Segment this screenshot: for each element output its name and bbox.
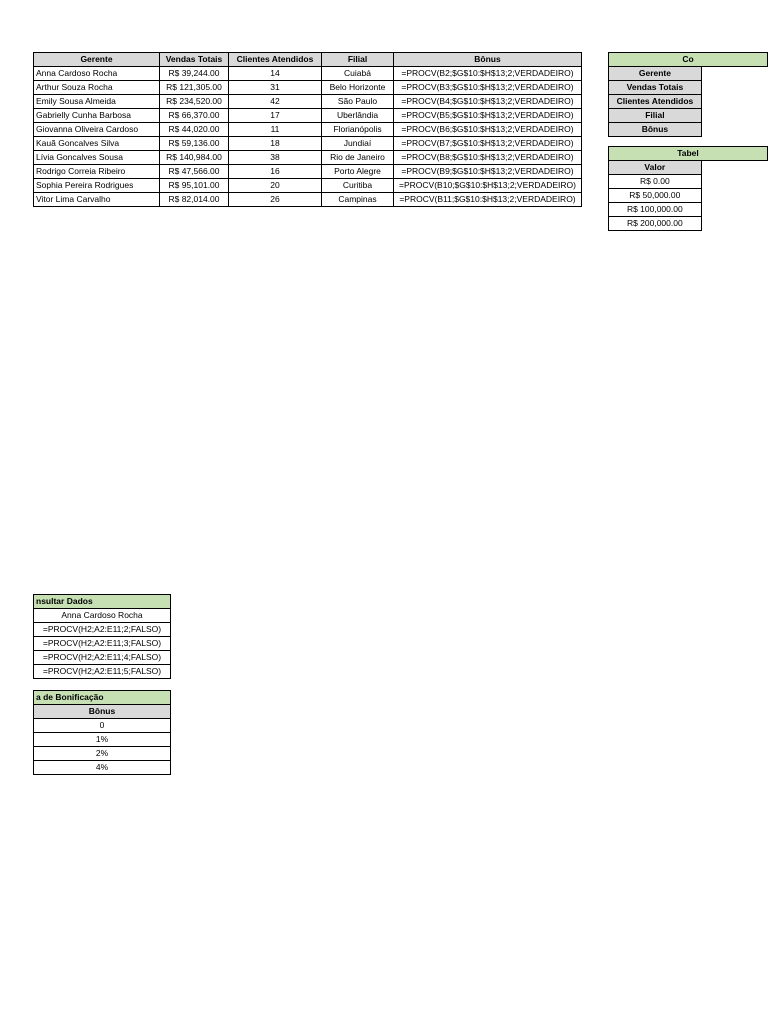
empty-cell[interactable] [701,175,767,189]
cell-vendas-totais[interactable]: R$ 121,305.00 [160,81,229,95]
cell-clientes-atendidos[interactable]: 17 [229,109,322,123]
cell-filial[interactable]: Curitiba [322,179,394,193]
empty-cell[interactable] [701,161,767,175]
cell-gerente[interactable]: Vitor Lima Carvalho [34,193,160,207]
cell-vendas-totais[interactable]: R$ 66,370.00 [160,109,229,123]
empty-cell[interactable] [701,109,767,123]
cell-vendas-totais[interactable]: R$ 234,520.00 [160,95,229,109]
cell-clientes-atendidos[interactable]: 16 [229,165,322,179]
bonus-bottom-cell[interactable]: 2% [34,747,171,761]
consult-panel-bottom [33,594,171,679]
cell-bonus[interactable]: =PROCV(B6;$G$10:$H$13;2;VERDADEIRO) [394,123,582,137]
table-row [34,151,582,165]
cell-clientes-atendidos[interactable]: 31 [229,81,322,95]
header-vendas-totais[interactable]: Vendas Totais [160,53,229,67]
cell-clientes-atendidos[interactable]: 11 [229,123,322,137]
bonus-table-bottom [33,690,171,775]
consult-bottom-cell[interactable]: =PROCV(H2;A2:E11;4;FALSO) [34,651,171,665]
table-row [34,137,582,151]
bonus-table-right [608,146,768,231]
cell-clientes-atendidos[interactable]: 20 [229,179,322,193]
cell-filial[interactable]: Cuiabá [322,67,394,81]
empty-cell[interactable] [701,203,767,217]
bonus-table-header-valor[interactable]: Valor [609,161,702,175]
cell-vendas-totais[interactable]: R$ 39,244.00 [160,67,229,81]
cell-filial[interactable]: Porto Alegre [322,165,394,179]
header-bonus[interactable]: Bônus [394,53,582,67]
table-row [34,193,582,207]
cell-filial[interactable]: Jundiaí [322,137,394,151]
cell-clientes-atendidos[interactable]: 18 [229,137,322,151]
cell-filial[interactable]: Rio de Janeiro [322,151,394,165]
cell-bonus[interactable]: =PROCV(B5;$G$10:$H$13;2;VERDADEIRO) [394,109,582,123]
cell-vendas-totais[interactable]: R$ 47,566.00 [160,165,229,179]
cell-gerente[interactable]: Gabrielly Cunha Barbosa [34,109,160,123]
cell-gerente[interactable]: Emily Sousa Almeida [34,95,160,109]
cell-gerente[interactable]: Giovanna Oliveira Cardoso [34,123,160,137]
bonus-bottom-cell[interactable]: 4% [34,761,171,775]
consult-bottom-title[interactable]: nsultar Dados [34,595,171,609]
empty-cell[interactable] [701,67,767,81]
cell-gerente[interactable]: Sophia Pereira Rodrigues [34,179,160,193]
header-gerente[interactable]: Gerente [34,53,160,67]
cell-gerente[interactable]: Anna Cardoso Rocha [34,67,160,81]
empty-cell[interactable] [701,217,767,231]
bonus-bottom-title[interactable]: a de Bonificação [34,691,171,705]
cell-vendas-totais[interactable]: R$ 140,984.00 [160,151,229,165]
bonus-value-cell[interactable]: R$ 50,000.00 [609,189,702,203]
bonus-value-cell[interactable]: R$ 200,000.00 [609,217,702,231]
cell-clientes-atendidos[interactable]: 14 [229,67,322,81]
bonus-bottom-cell[interactable]: 1% [34,733,171,747]
consult-panel-title[interactable]: Co [609,53,768,67]
cell-vendas-totais[interactable]: R$ 95,101.00 [160,179,229,193]
consult-bottom-cell[interactable]: Anna Cardoso Rocha [34,609,171,623]
consult-bottom-cell[interactable]: =PROCV(H2;A2:E11;2;FALSO) [34,623,171,637]
consult-label-bonus[interactable]: Bônus [609,123,702,137]
bonus-bottom-cell[interactable]: 0 [34,719,171,733]
cell-bonus[interactable]: =PROCV(B10;$G$10:$H$13;2;VERDADEIRO) [394,179,582,193]
consult-label-gerente[interactable]: Gerente [609,67,702,81]
cell-bonus[interactable]: =PROCV(B4;$G$10:$H$13;2;VERDADEIRO) [394,95,582,109]
cell-clientes-atendidos[interactable]: 26 [229,193,322,207]
sales-table [33,52,582,207]
empty-cell[interactable] [701,81,767,95]
cell-gerente[interactable]: Arthur Souza Rocha [34,81,160,95]
cell-gerente[interactable]: Rodrigo Correia Ribeiro [34,165,160,179]
consult-bottom-cell[interactable]: =PROCV(H2;A2:E11;5;FALSO) [34,665,171,679]
consult-label-vendas[interactable]: Vendas Totais [609,81,702,95]
consult-panel [608,52,768,137]
cell-filial[interactable]: Belo Horizonte [322,81,394,95]
consult-bottom-cell[interactable]: =PROCV(H2;A2:E11;3;FALSO) [34,637,171,651]
empty-cell[interactable] [701,95,767,109]
header-clientes-atendidos[interactable]: Clientes Atendidos [229,53,322,67]
header-row [34,53,582,67]
cell-bonus[interactable]: =PROCV(B11;$G$10:$H$13;2;VERDADEIRO) [394,193,582,207]
cell-clientes-atendidos[interactable]: 38 [229,151,322,165]
consult-label-clientes[interactable]: Clientes Atendidos [609,95,702,109]
cell-vendas-totais[interactable]: R$ 59,136.00 [160,137,229,151]
cell-vendas-totais[interactable]: R$ 44,020.00 [160,123,229,137]
cell-bonus[interactable]: =PROCV(B2;$G$10:$H$13;2;VERDADEIRO) [394,67,582,81]
cell-filial[interactable]: Campinas [322,193,394,207]
empty-cell[interactable] [701,189,767,203]
table-row [34,95,582,109]
cell-gerente[interactable]: Lívia Goncalves Sousa [34,151,160,165]
cell-clientes-atendidos[interactable]: 42 [229,95,322,109]
table-row [34,109,582,123]
table-row [34,165,582,179]
bonus-value-cell[interactable]: R$ 100,000.00 [609,203,702,217]
cell-bonus[interactable]: =PROCV(B8;$G$10:$H$13;2;VERDADEIRO) [394,151,582,165]
bonus-value-cell[interactable]: R$ 0.00 [609,175,702,189]
cell-gerente[interactable]: Kauã Goncalves Silva [34,137,160,151]
table-row [34,67,582,81]
cell-filial[interactable]: São Paulo [322,95,394,109]
empty-cell[interactable] [701,123,767,137]
bonus-bottom-header[interactable]: Bônus [34,705,171,719]
table-row [34,179,582,193]
cell-vendas-totais[interactable]: R$ 82,014.00 [160,193,229,207]
table-row [34,123,582,137]
cell-bonus[interactable]: =PROCV(B9;$G$10:$H$13;2;VERDADEIRO) [394,165,582,179]
cell-bonus[interactable]: =PROCV(B7;$G$10:$H$13;2;VERDADEIRO) [394,137,582,151]
table-row [34,81,582,95]
cell-filial[interactable]: Florianópolis [322,123,394,137]
cell-bonus[interactable]: =PROCV(B3;$G$10:$H$13;2;VERDADEIRO) [394,81,582,95]
consult-label-filial[interactable]: Filial [609,109,702,123]
header-filial[interactable]: Filial [322,53,394,67]
cell-filial[interactable]: Uberlândia [322,109,394,123]
bonus-table-title[interactable]: Tabel [609,147,768,161]
